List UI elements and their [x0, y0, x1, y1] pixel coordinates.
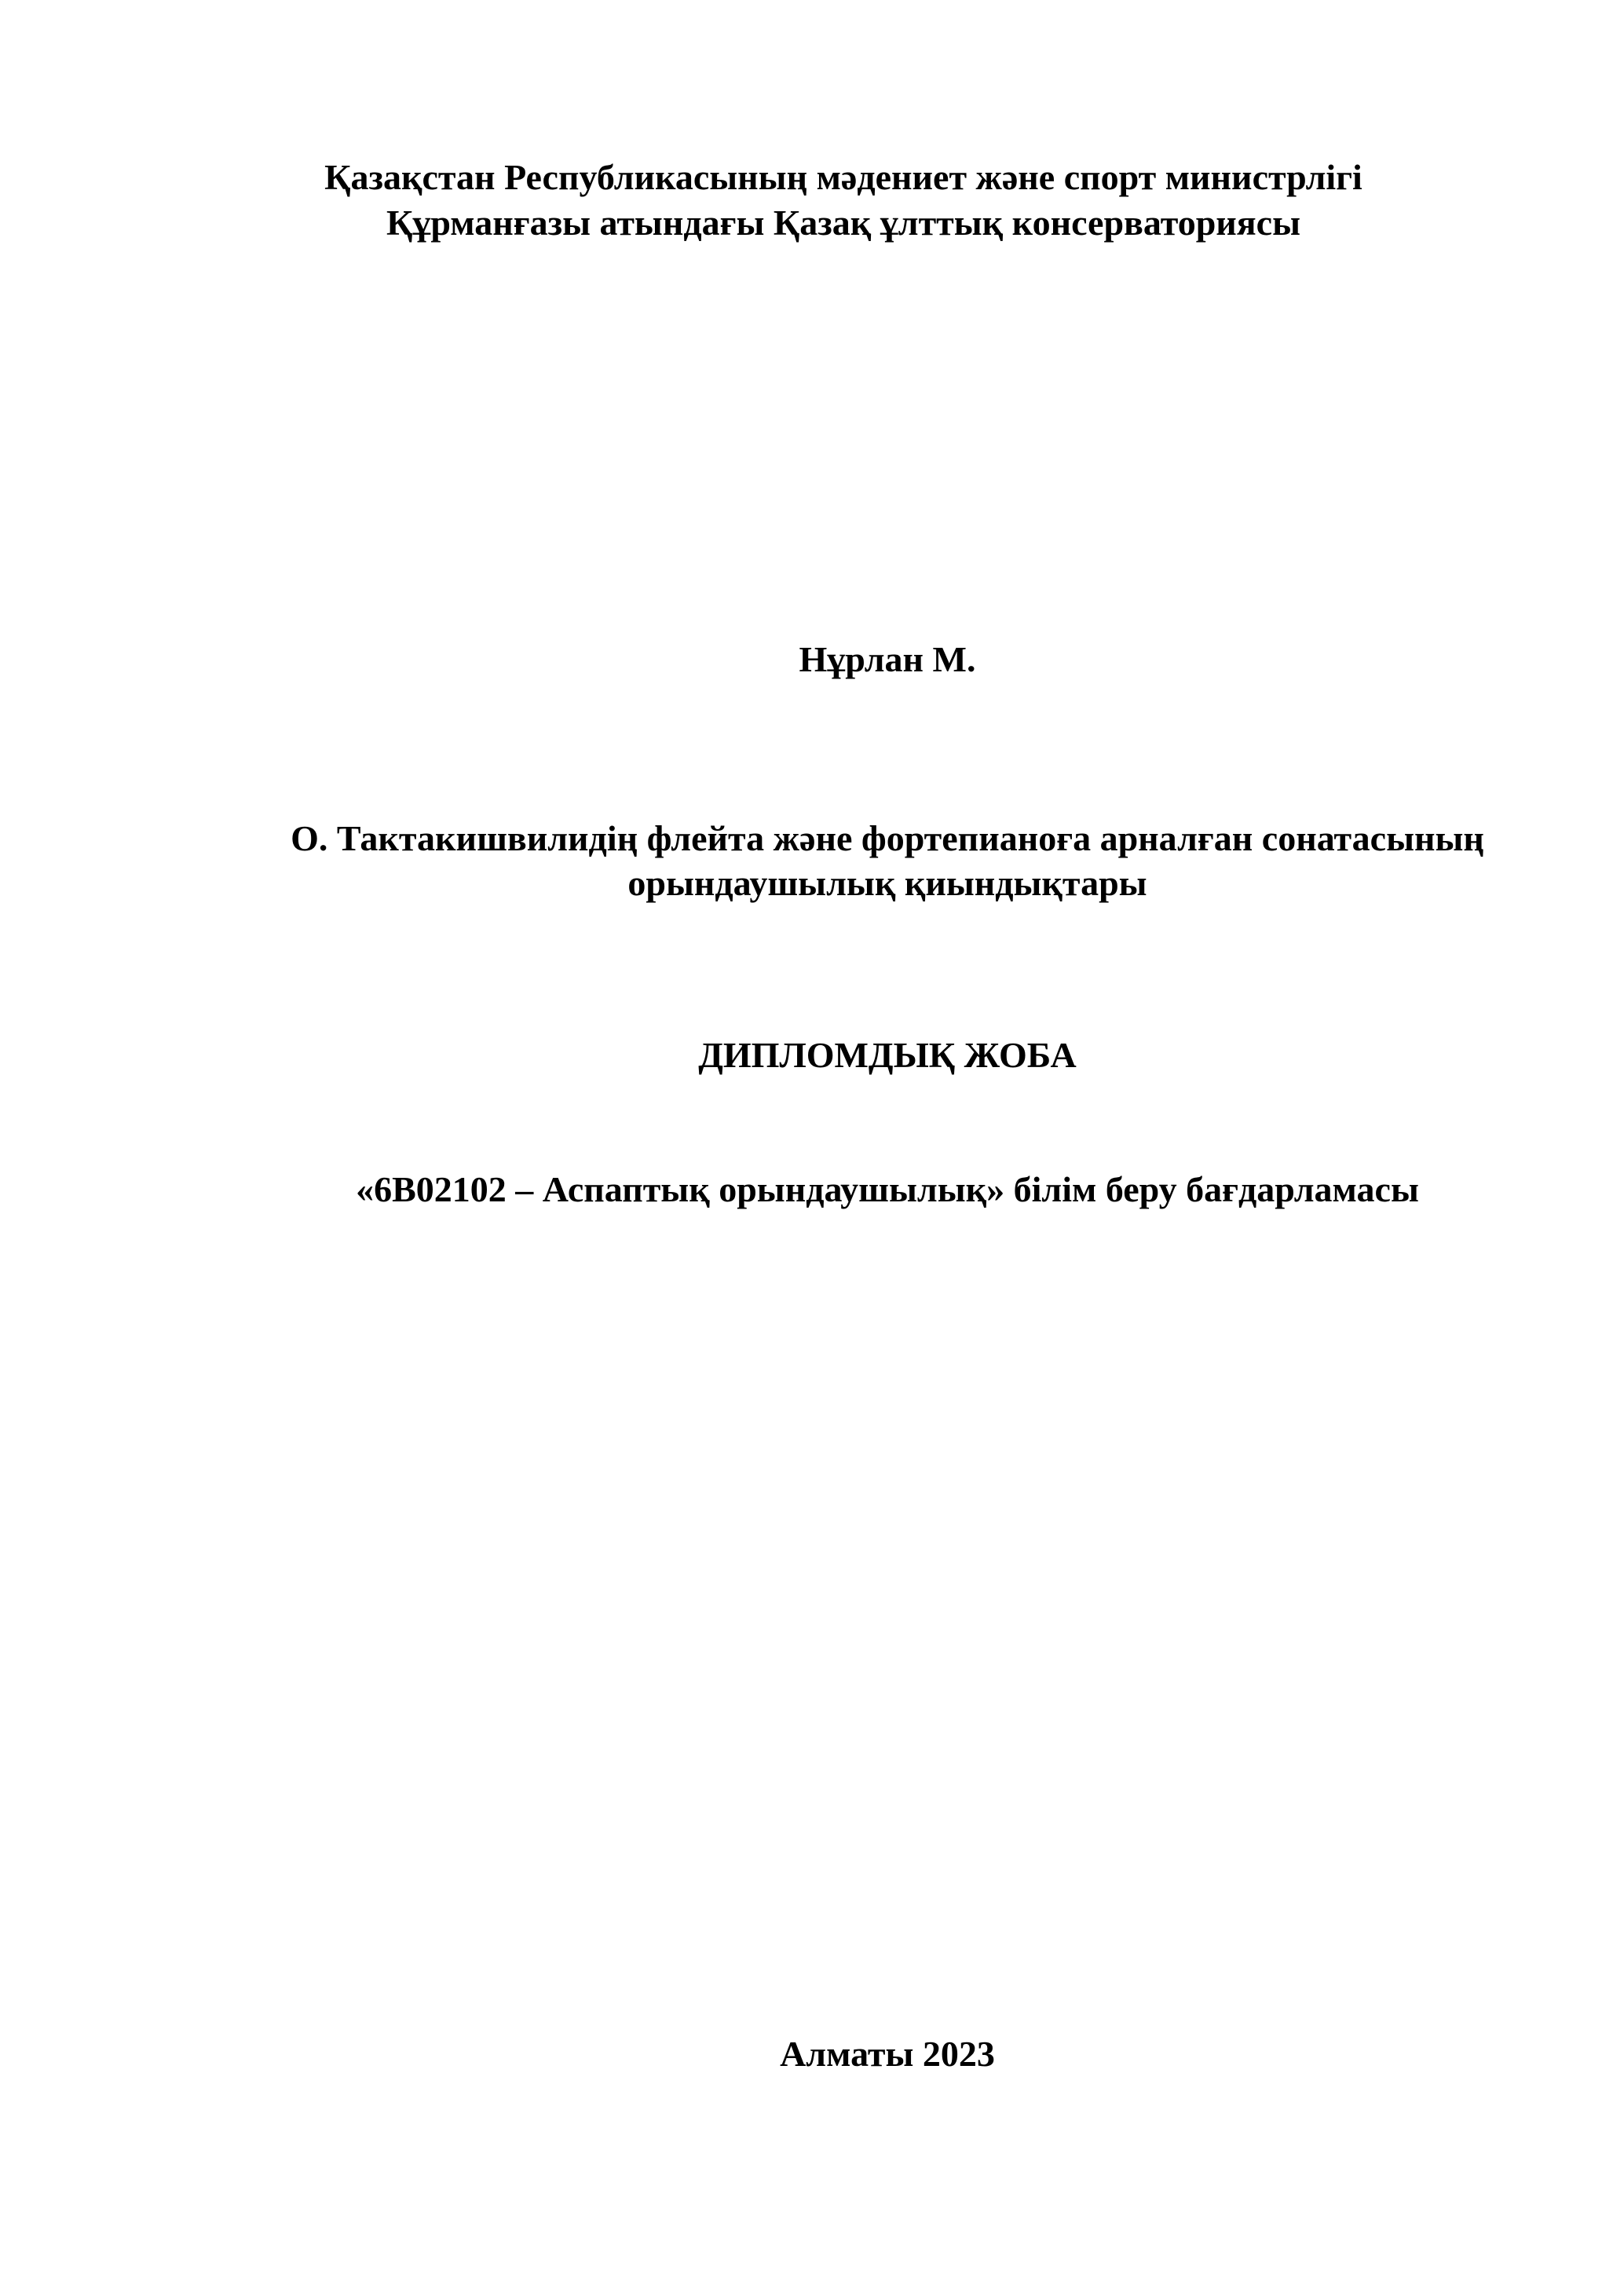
ministry-heading: Қазақстан Республикасының мәдениет және спорт министрлігі	[324, 157, 1362, 197]
document-type: ДИПЛОМДЫҚ ЖОБА	[698, 1035, 1077, 1075]
education-program: «6В02102 – Аспаптық орындаушылық» білім беру бағдарламасы	[356, 1169, 1419, 1209]
author-name: Нұрлан М.	[799, 639, 976, 679]
institution-heading: Құрманғазы атындағы Қазақ ұлттық консерваториясы	[386, 203, 1301, 243]
thesis-title-line-2: орындаушылық қиындықтары	[627, 863, 1147, 903]
city-year: Алматы 2023	[780, 2034, 995, 2074]
thesis-title-line-1: О. Тактакишвилидің флейта және фортепианоға арналған сонатасының	[291, 818, 1484, 858]
